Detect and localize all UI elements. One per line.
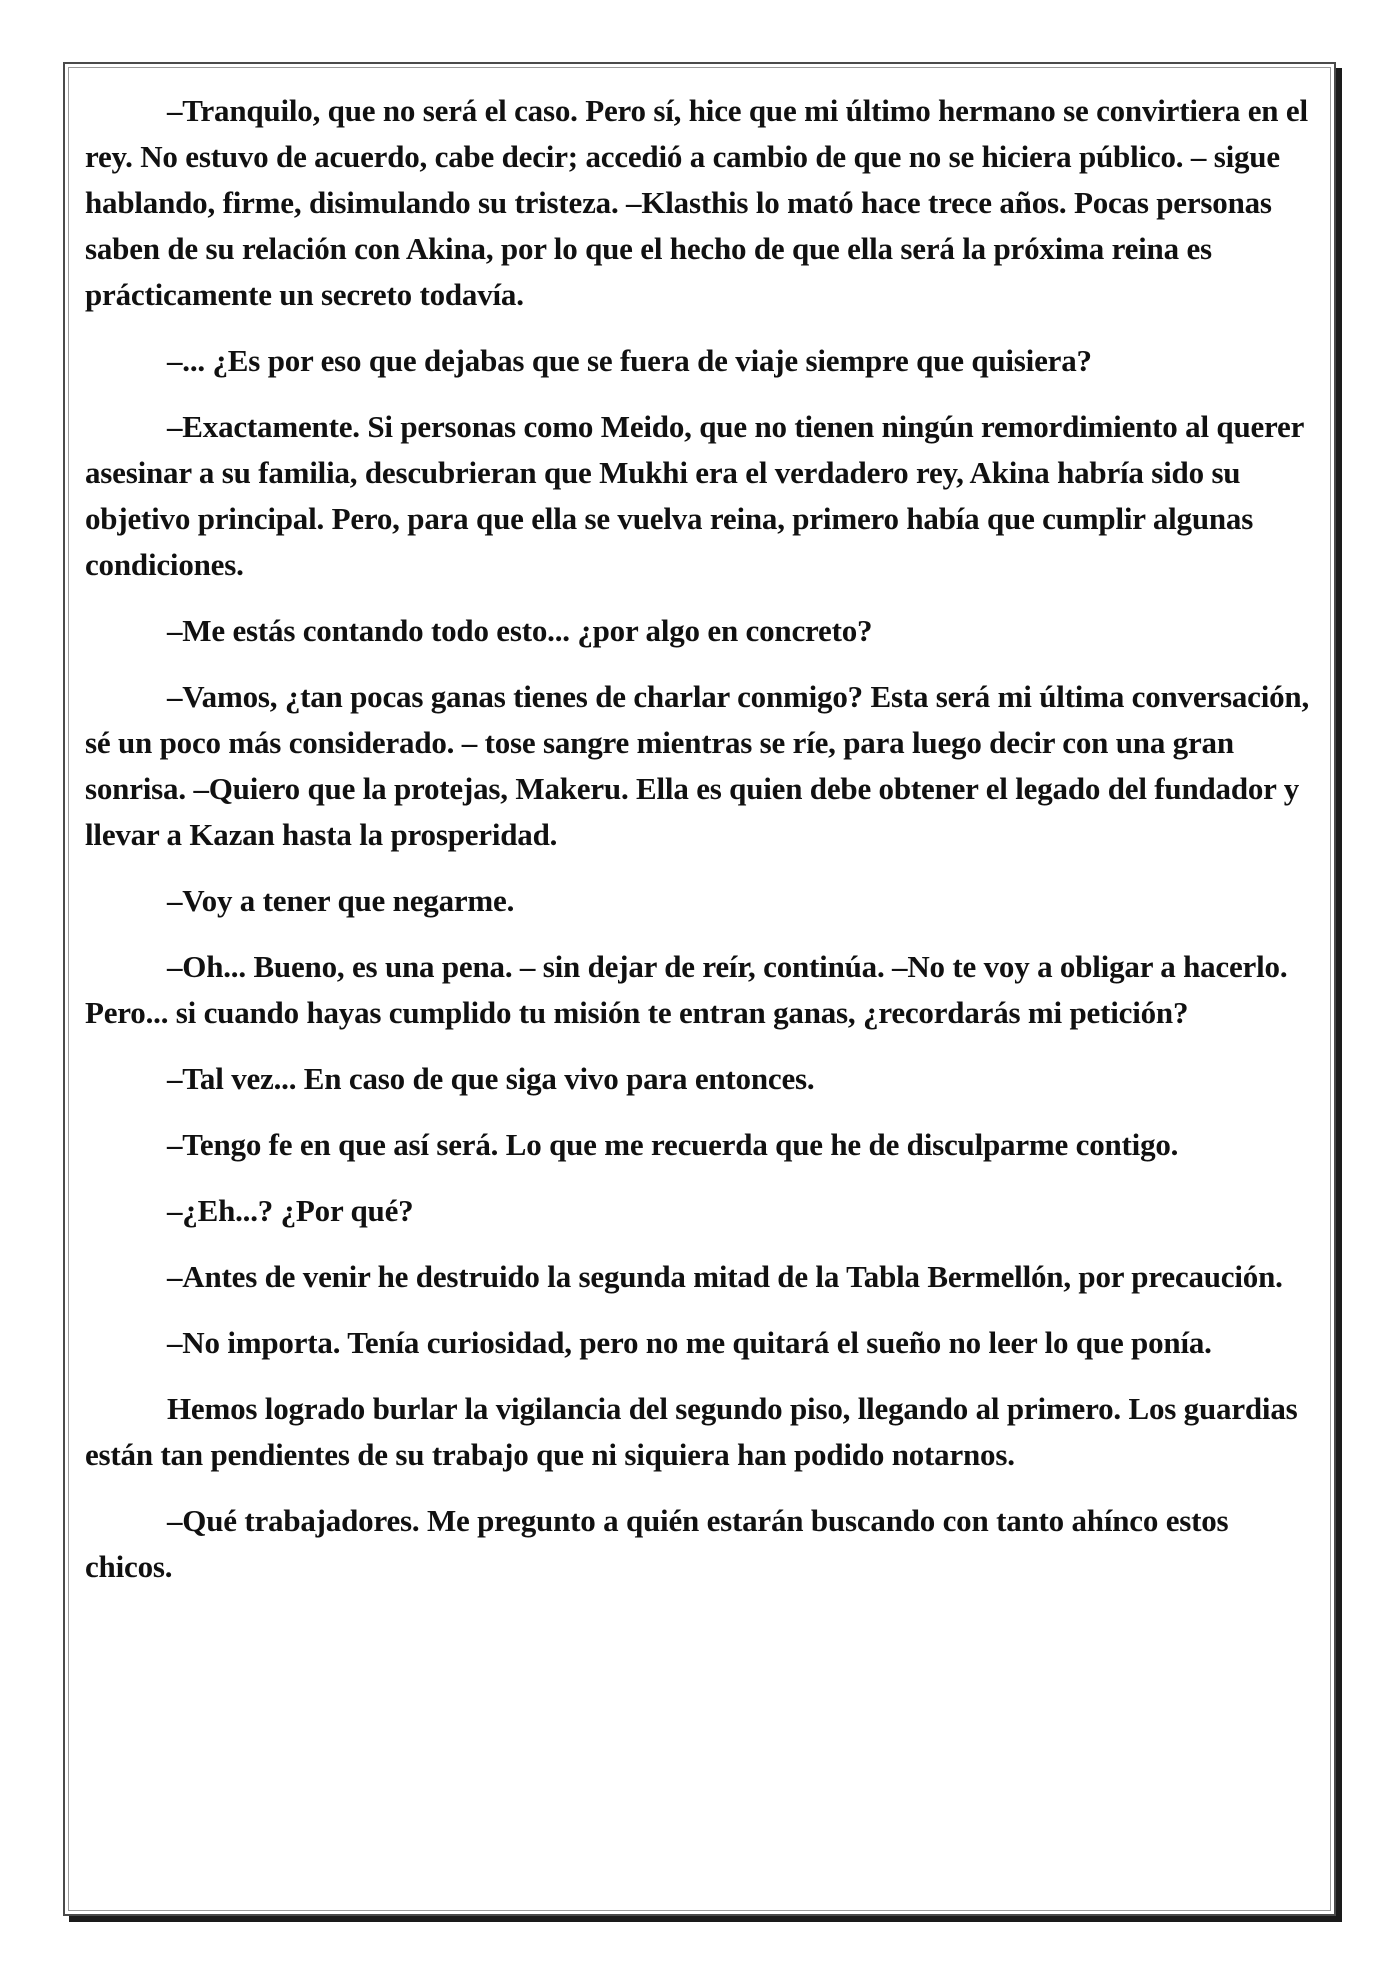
paragraph-10: –¿Eh...? ¿Por qué? bbox=[167, 1193, 414, 1228]
paragraph-6: –Voy a tener que negarme. bbox=[167, 883, 515, 918]
paragraph-4: –Me estás contando todo esto... ¿por algo en concreto? bbox=[167, 613, 873, 648]
paragraph-5: –Vamos, ¿tan pocas ganas tienes de charlar conmigo? Esta será mi última conversación, sé un poco más considerado. – tose sangre mientras se ríe, para luego decir con una gran sonrisa. –Quiero que la protejas, Makeru. Ella es quien debe obtener el legado del fundador y llevar a Kazan hasta la prosperidad. bbox=[85, 679, 1310, 852]
paragraph-13: Hemos logrado burlar la vigilancia del segundo piso, llegando al primero. Los guardias están tan pendientes de su trabajo que ni siquiera han podido notarnos. bbox=[85, 1391, 1298, 1472]
document-body bbox=[85, 88, 1313, 1590]
paragraph-12: –No importa. Tenía curiosidad, pero no me quitará el sueño no leer lo que ponía. bbox=[167, 1325, 1212, 1360]
paragraph-14: –Qué trabajadores. Me pregunto a quién estarán buscando con tanto ahínco estos chicos. bbox=[85, 1503, 1229, 1584]
paragraph-8: –Tal vez... En caso de que siga vivo para entonces. bbox=[167, 1061, 815, 1096]
paragraph-9: –Tengo fe en que así será. Lo que me recuerda que he de disculparme contigo. bbox=[167, 1127, 1179, 1162]
paragraph-11: –Antes de venir he destruido la segunda mitad de la Tabla Bermellón, por precaución. bbox=[167, 1259, 1283, 1294]
paragraph-7: –Oh... Bueno, es una pena. – sin dejar de reír, continúa. –No te voy a obligar a hacerlo. Pero... si cuando hayas cumplido tu misión te entran ganas, ¿recordarás mi petición? bbox=[85, 949, 1288, 1030]
paragraph-3: –Exactamente. Si personas como Meido, que no tienen ningún remordimiento al querer asesinar a su familia, descubrieran que Mukhi era el verdadero rey, Akina habría sido su objetivo principal. Pero, para que ella se vuelva reina, primero había que cumplir algunas condiciones. bbox=[85, 409, 1304, 582]
paragraph-2: –... ¿Es por eso que dejabas que se fuera de viaje siempre que quisiera? bbox=[167, 343, 1092, 378]
paragraph-1: –Tranquilo, que no será el caso. Pero sí, hice que mi último hermano se convirtiera en el rey. No estuvo de acuerdo, cabe decir; accedió a cambio de que no se hiciera público. – sigue hablando, firme, disimulando su tristeza. –Klasthis lo mató hace trece años. Pocas personas saben de su relación con Akina, por lo que el hecho de que ella será la próxima reina es prácticamente un secreto todavía. bbox=[85, 93, 1308, 312]
page-frame bbox=[63, 62, 1336, 1916]
